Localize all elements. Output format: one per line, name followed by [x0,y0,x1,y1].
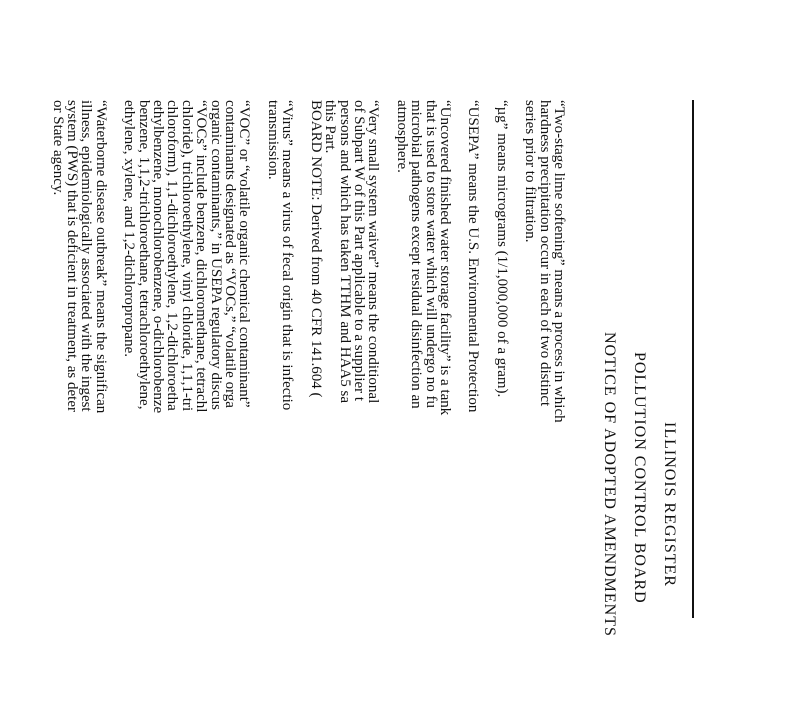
definition-waterborne-outbreak: “Waterborne disease outbreak” means the significan illness, epidemiologically associated with the ingest system (PWS) that is deficient in treatment, as deter or State agency. [49,100,109,414]
definition-uncovered-storage: “Uncovered finished water storage facility” is a tank that is used to store water which will undergo no fu microbial pathogens except residual disinfection an atmosphere. [393,100,453,416]
register-title: ILLINOIS REGISTER [661,422,678,587]
board-title: POLLUTION CONTROL BOARD [631,352,648,604]
definition-very-small-system-waiver: “Very small system waiver” means the conditional of Subpart W of this Part applicable to a supplier t persons and which has taken TTHM and HAA5 sa this Part. [322,100,382,404]
definition-two-stage-lime-softening: “Two-stage lime softening” means a process in which hardness precipitation occur in each of two distinct series prior to filtration. [522,100,567,423]
definition-micrograms: “µg” means micrograms (1/1,000,000 of a gram). [493,100,510,398]
page-header [594,332,684,637]
notice-title: NOTICE OF ADOPTED AMENDMENTS [601,332,618,637]
definition-virus: “Virus” means a virus of fecal origin that is infectio transmission. [264,100,296,411]
scanned-page [49,100,694,637]
top-rule [692,100,694,618]
document-body [36,100,566,720]
board-note: BOARD NOTE: Derived from 40 CFR 141.604 ( [307,100,324,398]
definition-voc: “VOC” or “volatile organic chemical contaminant” contaminants designated as “VOCs,” “volatile orga organic contaminants,” in USEPA regulatory discus “VOCs” include benzene, dichloromethane, tetrachl chloride), trichloroethylene, vinyl chloride, 1,1,1-tri chloroform), 1,1-dichloroethylene, 1,2-dichloroetha ethylbenzene, monochlorobenzene, o-dichlorobenze benzene, 1,1,2-trichloroethane, tetrachloroethylene, ethylene, xylene, and 1,2-dichloropropane. [121,100,253,414]
definition-usepa: “USEPA” means the U.S. Environmental Protection [465,100,482,413]
